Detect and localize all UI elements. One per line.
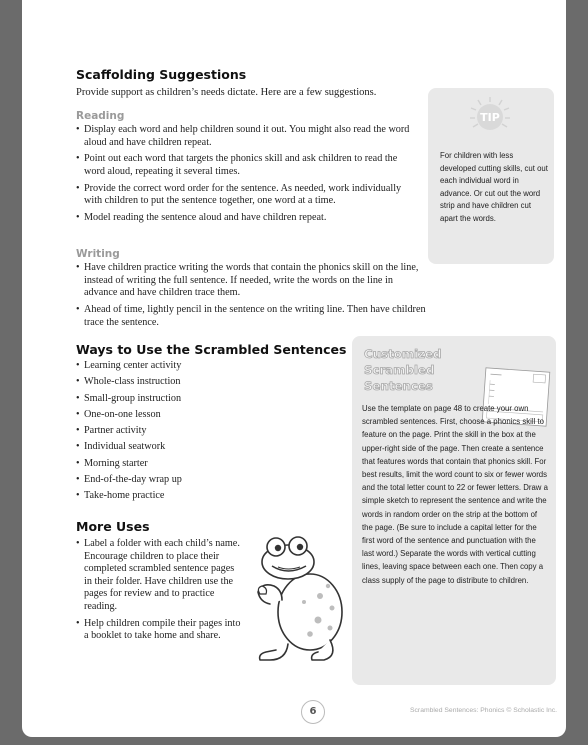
ways-item: • Learning center activity bbox=[76, 360, 336, 373]
ways-list bbox=[76, 360, 336, 507]
ways-item: • Whole-class instruction bbox=[76, 376, 336, 389]
ways-item: • Small-group instruction bbox=[76, 393, 336, 406]
reading-item: • Display each word and help children sound it out. You might also read the word aloud and have children repeat. bbox=[76, 124, 420, 149]
reading-list bbox=[76, 124, 420, 229]
reading-item: • Model reading the sentence aloud and have children repeat. bbox=[76, 212, 420, 225]
ways-item: • Partner activity bbox=[76, 425, 336, 438]
frog-illustration-icon bbox=[248, 536, 348, 666]
more-uses-item: • Help children compile their pages into a booklet to take home and share. bbox=[76, 618, 244, 643]
scaffolding-intro: Provide support as children’s needs dictate. Here are a few suggestions. bbox=[76, 87, 377, 98]
tip-badge-icon bbox=[468, 96, 512, 132]
reading-item: • Provide the correct word order for the sentence. As needed, work individually with children to put the sentence together, one word at a time. bbox=[76, 183, 420, 208]
customized-text: Use the template on page 48 to create your own scrambled sentences. First, choose a phonics skill to feature on the page. Print the skill in the box at the upper-right side of the page. Then create a sentence that features words that contain that phonics skill. For best results, limit the word count to six or fewer words and the total letter count to 22 or fewer letters. Draw a simple sketch to represent the sentence and write the words in random order on the strip at the bottom of the page. (Be sure to include a capital letter for the first word of the sentence and punctuation with the last word.) Separate the words with vertical cutting lines, leaving space between each one. Then copy a class supply of the page to distribute to children. bbox=[362, 404, 548, 585]
scaffolding-title: Scaffolding Suggestions bbox=[76, 67, 247, 82]
ways-item: • Individual seatwork bbox=[76, 441, 336, 454]
more-uses-title: More Uses bbox=[76, 519, 150, 534]
ways-item: • End-of-the-day wrap up bbox=[76, 474, 336, 487]
customized-title: Customized Scrambled Sentences bbox=[364, 347, 442, 393]
reading-item: • Point out each word that targets the phonics skill and ask children to read the word aloud, repeating it several times. bbox=[76, 153, 420, 178]
writing-heading: Writing bbox=[76, 248, 120, 260]
ways-item: • Take-home practice bbox=[76, 490, 336, 503]
more-uses-list bbox=[76, 538, 244, 647]
customized-box bbox=[352, 336, 556, 685]
more-uses-item: • Label a folder with each child’s name. Encourage children to place their completed scrambled sentence pages in their folder. Have children use the pages for review and to practice reading. bbox=[76, 538, 244, 614]
ways-item: • Morning starter bbox=[76, 458, 336, 471]
page-number: 6 bbox=[301, 700, 325, 724]
writing-list bbox=[76, 262, 426, 333]
writing-item: • Ahead of time, lightly pencil in the sentence on the writing line. Then have children trace the sentence. bbox=[76, 304, 426, 329]
tip-text: For children with less developed cutting skills, cut out each individual word in advance. Or cut out the word strip and have children cut apart the words. bbox=[440, 151, 548, 223]
ways-item: • One-on-one lesson bbox=[76, 409, 336, 422]
reading-heading: Reading bbox=[76, 110, 125, 122]
page bbox=[22, 0, 566, 737]
ways-title: Ways to Use the Scrambled Sentences bbox=[76, 342, 347, 357]
footer-credit: Scrambled Sentences: Phonics © Scholastic Inc. bbox=[410, 707, 558, 714]
writing-item: • Have children practice writing the words that contain the phonics skill on the line, instead of writing the full sentence. If needed, write the words on the line in advance and have children trace them. bbox=[76, 262, 426, 300]
tip-box bbox=[428, 88, 554, 264]
tip-badge-label: TIP bbox=[480, 111, 500, 124]
